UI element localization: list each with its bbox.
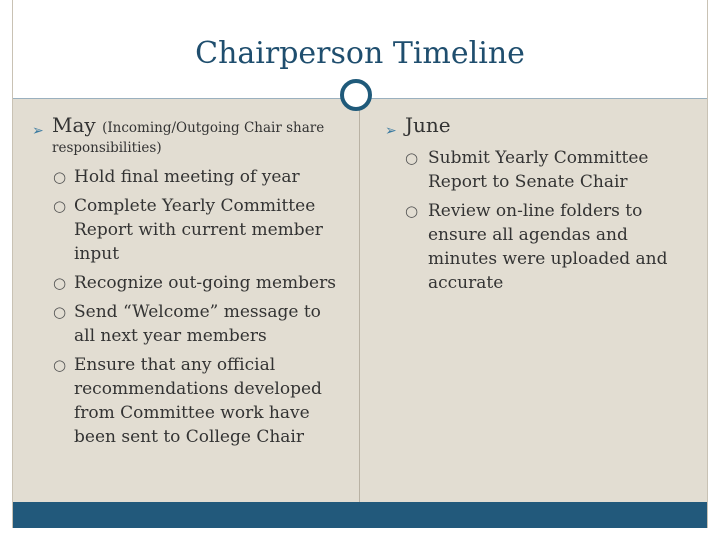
list-item-text: Submit Yearly Committee Report to Senate Chair (428, 148, 649, 192)
may-task-list (30, 165, 340, 449)
column-divider (359, 99, 360, 502)
list-item (383, 146, 693, 194)
list-item-text: Recognize out-going members (74, 273, 336, 293)
circle-bullet-icon: ○ (53, 168, 67, 186)
list-item-text: Complete Yearly Committee Report with current member input (74, 196, 323, 264)
list-item (383, 199, 693, 295)
circle-bullet-icon: ○ (53, 197, 67, 215)
may-heading-label: May (52, 113, 96, 137)
circle-bullet-icon: ○ (405, 202, 419, 220)
footer-bar (13, 502, 707, 528)
circle-bullet-icon: ○ (53, 274, 67, 292)
list-item (30, 271, 340, 295)
arrow-bullet-icon: ➢ (385, 123, 397, 139)
list-item (30, 300, 340, 348)
may-heading (30, 112, 340, 141)
circle-bullet-icon: ○ (53, 356, 67, 374)
right-column (383, 112, 693, 300)
list-item-text: Send “Welcome” message to all next year members (74, 302, 321, 346)
arrow-bullet-icon: ➢ (32, 123, 44, 139)
june-heading (383, 112, 693, 138)
may-heading-note-continued: responsibilities) (52, 140, 162, 156)
list-item (30, 165, 340, 189)
list-item-text: Ensure that any official recommendations developed from Committee work have been sent to College Chair (74, 355, 322, 447)
june-task-list (383, 146, 693, 295)
slide-title: Chairperson Timeline (195, 36, 525, 71)
list-item-text: Hold final meeting of year (74, 167, 300, 187)
circle-ornament-icon (340, 79, 372, 111)
circle-bullet-icon: ○ (53, 303, 67, 321)
may-heading-note: (Incoming/Outgoing Chair share (102, 120, 325, 136)
list-item (30, 353, 340, 449)
list-item-text: Review on-line folders to ensure all agendas and minutes were uploaded and accurate (428, 201, 668, 293)
june-heading-label: June (405, 113, 451, 137)
circle-bullet-icon: ○ (405, 149, 419, 167)
list-item (30, 194, 340, 266)
left-column (30, 112, 340, 454)
